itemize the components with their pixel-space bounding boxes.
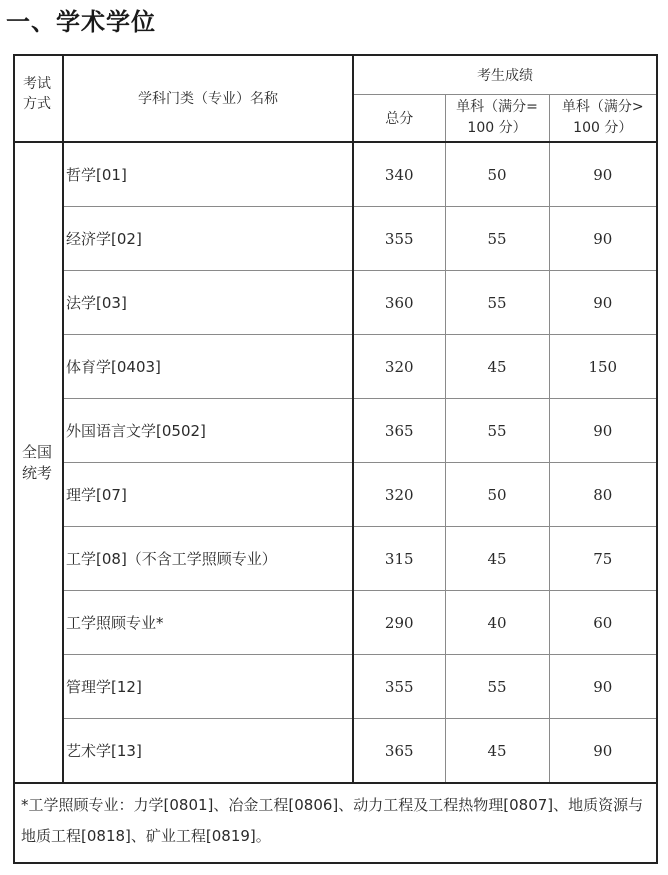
table-row (14, 719, 657, 784)
single-over100-score: 150 (549, 335, 657, 399)
total-score: 315 (353, 527, 445, 591)
subject-name: 经济学[02] (63, 207, 353, 271)
table-row (14, 655, 657, 719)
subject-name: 外国语言文学[0502] (63, 399, 353, 463)
single-100-score: 40 (445, 591, 549, 655)
single-100-score: 50 (445, 142, 549, 207)
table-row (14, 207, 657, 271)
table-row (14, 335, 657, 399)
single-over100-score: 90 (549, 271, 657, 335)
header-row-1 (14, 55, 657, 95)
single-100-score: 45 (445, 719, 549, 784)
header-single-100 (445, 95, 549, 143)
total-score: 290 (353, 591, 445, 655)
subject-name: 工学[08]（不含工学照顾专业） (63, 527, 353, 591)
total-score: 320 (353, 335, 445, 399)
subject-name: 体育学[0403] (63, 335, 353, 399)
total-score: 355 (353, 207, 445, 271)
single-100-score: 50 (445, 463, 549, 527)
header-single-over100 (549, 95, 657, 143)
single-100-score: 55 (445, 399, 549, 463)
single-over100-score: 90 (549, 207, 657, 271)
header-total: 总分 (353, 95, 445, 143)
score-table (13, 54, 658, 864)
header-exam-method (14, 55, 63, 142)
single-over100-score: 90 (549, 655, 657, 719)
total-score: 320 (353, 463, 445, 527)
single-over100-score: 90 (549, 399, 657, 463)
single-over100-score: 60 (549, 591, 657, 655)
header-scores-group: 考生成绩 (353, 55, 657, 95)
table-row (14, 271, 657, 335)
single-over100-score: 75 (549, 527, 657, 591)
single-100-score: 55 (445, 655, 549, 719)
footnote: *工学照顾专业：力学[0801]、冶金工程[0806]、动力工程及工程热物理[0807]、地质资源与地质工程[0818]、矿业工程[0819]。 (14, 783, 657, 863)
single-100-score: 55 (445, 207, 549, 271)
total-score: 360 (353, 271, 445, 335)
subject-name: 法学[03] (63, 271, 353, 335)
subject-name: 哲学[01] (63, 142, 353, 207)
single-over100-score: 80 (549, 463, 657, 527)
subject-name: 工学照顾专业* (63, 591, 353, 655)
total-score: 365 (353, 719, 445, 784)
header-single-100-label: 单科（满分=100 分） (456, 99, 538, 136)
footnote-row (14, 783, 657, 863)
exam-method-cell (14, 142, 63, 783)
section-heading: 一、学术学位 (6, 8, 156, 36)
single-100-score: 55 (445, 271, 549, 335)
single-100-score: 45 (445, 335, 549, 399)
single-over100-score: 90 (549, 142, 657, 207)
header-exam-method-label: 考试方式 (23, 76, 51, 112)
exam-method-value: 全国统考 (22, 442, 53, 482)
table-row (14, 527, 657, 591)
table-row (14, 591, 657, 655)
subject-name: 管理学[12] (63, 655, 353, 719)
total-score: 365 (353, 399, 445, 463)
single-over100-score: 90 (549, 719, 657, 784)
table-row (14, 399, 657, 463)
total-score: 340 (353, 142, 445, 207)
single-100-score: 45 (445, 527, 549, 591)
header-single-over100-label: 单科（满分>100 分） (561, 99, 644, 136)
table-row (14, 463, 657, 527)
header-subject: 学科门类（专业）名称 (63, 55, 353, 142)
subject-name: 艺术学[13] (63, 719, 353, 784)
table-row (14, 142, 657, 207)
total-score: 355 (353, 655, 445, 719)
subject-name: 理学[07] (63, 463, 353, 527)
